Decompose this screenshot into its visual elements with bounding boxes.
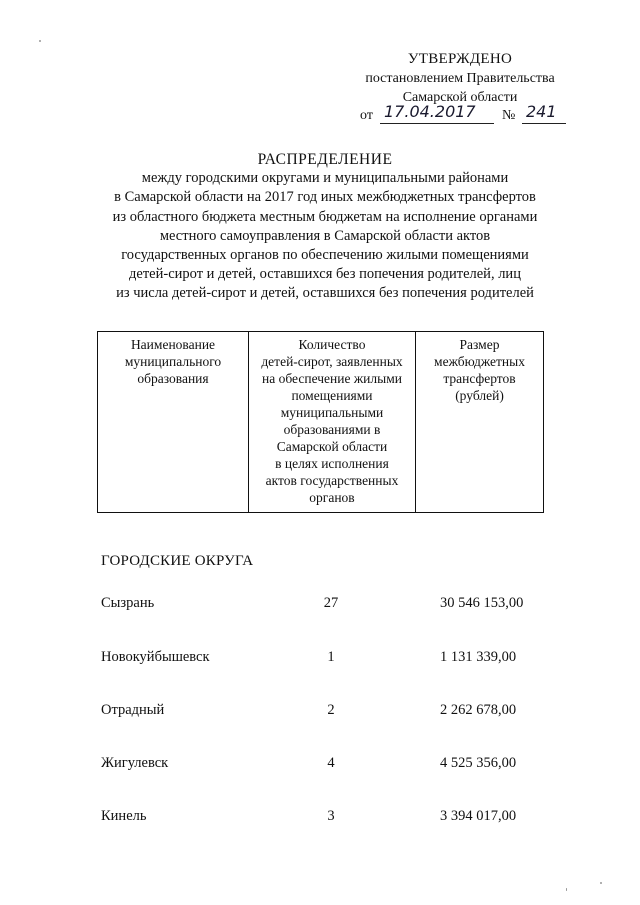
header-text: Количество	[298, 337, 366, 352]
row-count: 2	[327, 702, 335, 718]
scan-speck	[600, 882, 602, 884]
header-text: Наименование	[130, 337, 216, 352]
header-text: Самарской области	[276, 439, 388, 454]
header-cell-municipality	[98, 332, 249, 513]
header-text: (рублей)	[455, 388, 504, 403]
row-name: Кинель	[101, 808, 147, 824]
header-text: межбюджетных	[434, 354, 525, 369]
header-text: муниципального	[124, 354, 222, 369]
row-count: 3	[327, 808, 335, 824]
header-text: Размер	[459, 337, 500, 352]
header-text: в целях исполнения	[275, 456, 389, 471]
heading-line: из областного бюджета местным бюджетам на исполнение органами	[112, 208, 538, 225]
header-text: муниципальными	[280, 405, 384, 420]
table-row	[101, 755, 561, 777]
number-prefix: №	[502, 108, 516, 123]
row-amount: 3 394 017,00	[440, 808, 517, 824]
header-cell-amount	[416, 332, 544, 513]
row-name: Отрадный	[101, 702, 165, 718]
document-heading	[90, 150, 560, 304]
header-text: актов государственных	[265, 473, 399, 488]
date-prefix: от	[360, 108, 373, 123]
row-name: Новокуйбышевск	[101, 649, 210, 665]
row-name: Сызрань	[101, 595, 155, 611]
heading-line: детей-сирот и детей, оставшихся без попечения родителей, лиц	[129, 266, 521, 283]
heading-line: в Самарской области на 2017 год иных межбюджетных трансфертов	[114, 189, 536, 206]
row-amount: 2 262 678,00	[440, 702, 517, 718]
row-count: 4	[327, 755, 335, 771]
row-name: Жигулевск	[101, 755, 169, 771]
approval-date-number	[360, 102, 570, 126]
scan-speck	[39, 40, 41, 42]
handwritten-number: 241	[526, 102, 557, 121]
table-row	[101, 649, 561, 671]
row-amount: 30 546 153,00	[440, 595, 524, 611]
header-text: образования	[137, 371, 209, 386]
header-text: детей-сирот, заявленных	[261, 354, 403, 369]
heading-line: между городскими округами и муниципальными районами	[141, 170, 509, 187]
approval-line-1: постановлением Правительства	[365, 71, 555, 86]
heading-line: местного самоуправления в Самарской области актов	[159, 227, 491, 244]
heading-line: государственных органов по обеспечению жилыми помещениями	[121, 247, 529, 264]
table-row	[101, 808, 561, 830]
date-underline	[380, 123, 494, 124]
table-row	[101, 595, 561, 617]
header-text: помещениями	[291, 388, 373, 403]
row-amount: 1 131 339,00	[440, 649, 517, 665]
approval-line-2: Самарской области	[402, 90, 518, 105]
approval-stamp	[340, 50, 580, 107]
header-text: органов	[309, 490, 355, 505]
document-title: РАСПРЕДЕЛЕНИЕ	[257, 151, 393, 168]
approval-title: УТВЕРЖДЕНО	[407, 51, 513, 67]
table-row	[101, 702, 561, 724]
section-title: ГОРОДСКИЕ ОКРУГА	[101, 553, 254, 569]
header-cell-count	[249, 332, 416, 513]
number-underline	[522, 123, 566, 124]
handwritten-date: 17.04.2017	[384, 102, 476, 121]
header-text: на обеспечение жилыми	[262, 371, 402, 386]
header-text: образованиями в	[283, 422, 381, 437]
row-count: 1	[327, 649, 335, 665]
row-amount: 4 525 356,00	[440, 755, 517, 771]
heading-line: из числа детей-сирот и детей, оставшихся без попечения родителей	[116, 285, 534, 302]
row-count: 27	[323, 595, 339, 611]
scan-speck	[566, 888, 567, 891]
header-text: трансфертов	[443, 371, 516, 386]
table-header	[97, 331, 544, 513]
